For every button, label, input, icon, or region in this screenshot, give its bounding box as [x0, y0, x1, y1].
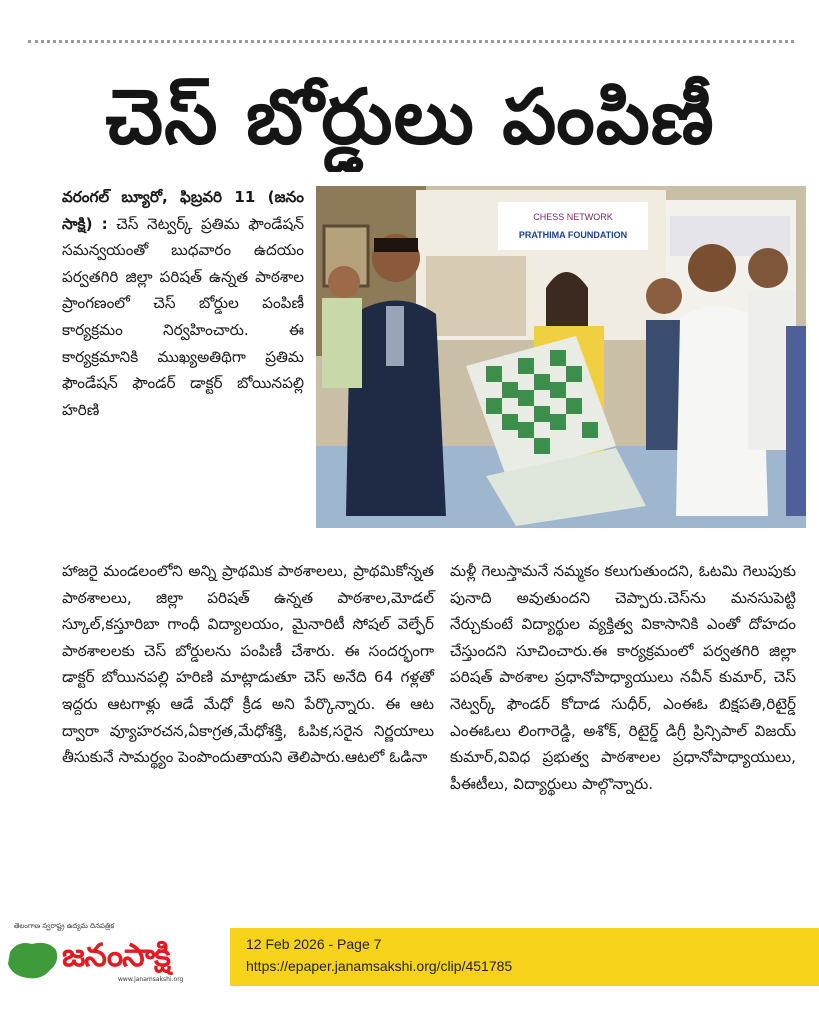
logo-url: www.janamsakshi.org — [118, 976, 184, 983]
telangana-map-icon — [4, 938, 62, 982]
article-lead-text: చెస్ నెట్వర్క్ ప్రతిమ ఫౌండేషన్ సమన్వయంతో బుధవారం ఉదయం పర్వతగిరి జిల్లా పరిషత్ ఉన్నత పాఠశాల ప్రాంగణంలో చెస్ బోర్డుల పంపిణీ కార్యక్రమం నిర్వహించారు. ఈ కార్యక్రమానికి ముఖ్యఅతిథిగా ప్రతిమ ఫౌండేషన్ ఫౌండర్ డాక్టర్ బోయినపల్లి హరిణి — [62, 214, 305, 419]
article-photo — [316, 186, 806, 528]
banner-text-2: PRATHIMA FOUNDATION — [518, 230, 628, 240]
article-lead-column — [62, 184, 304, 423]
logo-tagline: తెలంగాణ స్వరాష్ట్ర ఉద్యమ దినపత్రిక — [14, 922, 115, 930]
banner-text-1: CHESS NETWORK — [533, 212, 613, 222]
clip-date: 12 Feb 2026 - Page 7 — [246, 936, 382, 952]
article-column-right: మళ్లీ గెలుస్తామనే నమ్మకం కలుగుతుందని, ఓటమి గెలుపుకు పునాది అవుతుందని చెప్పారు.చెస్‌ను మనసుపెట్టి నేర్చుకుంటే విద్యార్థుల వ్యక్తిత్వ వికాసానికి ఎంతో దోహదం చేస్తుందని సూచించారు.ఈ కార్యక్రమంలో పర్వతగిరి జిల్లా పరిషత్ పాఠశాల ప్రధానోపాధ్యాయులు నవీన్ కుమార్, చెస్ నెట్వర్క్ ఫౌండర్ కోదాడ సుధీర్, ఎంఈఓ బిక్షపతి,రిటైర్డ్ ఎంఈఓలు లింగారెడ్డి, అశోక్, రిటైర్డ్ డిగ్రీ ప్రిన్సిపాల్ విజయ్ కుమార్,వివిధ ప్రభుత్వ పాఠశాలల ప్రధానోపాధ్యాయులు, పీఈటీలు, విద్యార్థులు పాల్గొన్నారు. — [450, 562, 796, 793]
article-column-left: హాజరై మండలంలోని అన్ని ప్రాథమిక పాఠశాలలు, ప్రాథమికోన్నత పాఠశాలలు, జిల్లా పరిషత్ ఉన్నత పాఠశాల,మోడల్ స్కూల్,కస్తూరిబా గాంధీ విద్యాలయం, మైనారిటీ సోషల్ వెల్ఫేర్ పాఠశాలలకు చెస్ బోర్డులను పంపిణీ చేశారు. ఈ సందర్భంగా డాక్టర్ బోయినపల్లి హరిణి మాట్లాడుతూ చెస్ అనేది 64 గళ్లతో ఇద్దరు ఆటగాళ్లు ఆడే మేధో క్రీడ అని పేర్కొన్నారు. ఈ ఆట ద్వారా వ్యూహరచన,ఏకాగ్రత,మేధోశక్తి, ఓపిక,సరైన నిర్ణయాలు తీసుకునే సామర్థ్యం పెంపొందుతాయని తెలిపారు.ఆటలో ఓడినా — [62, 562, 434, 767]
publication-logo[interactable] — [0, 918, 228, 988]
headline: చెస్ బోర్డులు పంపిణీ — [105, 72, 715, 161]
clip-url-link[interactable]: https://epaper.janamsakshi.org/clip/451785 — [246, 958, 513, 974]
top-dotted-rule — [28, 40, 794, 43]
article-dateline: వరంగల్ బ్యూరో, ఫిబ్రవరి 11 (జనం సాక్షి) : — [62, 188, 304, 233]
logo-wordmark: జనంసాక్షి — [62, 936, 170, 974]
event-photo-illustration — [316, 186, 806, 528]
